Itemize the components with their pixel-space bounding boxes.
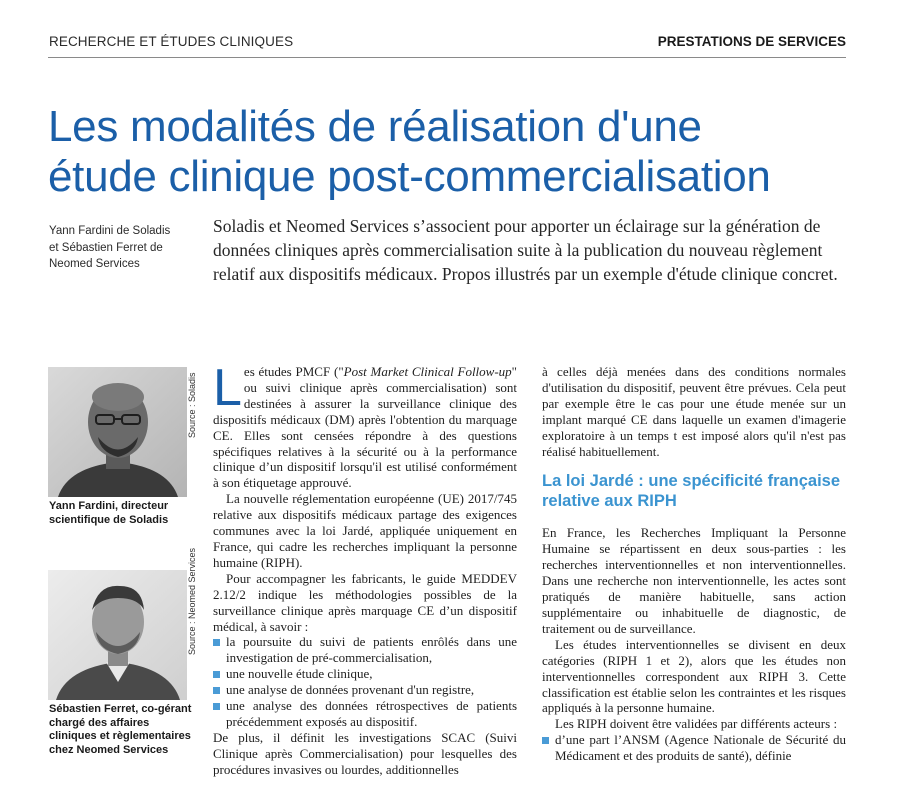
photo-caption: Sébastien Ferret, co-gérant chargé des affaires cliniques et règlementaires chez Neomed Services xyxy=(49,703,192,756)
portrait-image xyxy=(48,570,187,700)
list-item: une nouvelle étude clinique, xyxy=(213,666,517,682)
photo-credit: Source : Neomed Services xyxy=(187,547,197,655)
article-lead: Soladis et Neomed Services s’associent pour apporter un éclairage sur la génération de données cliniques après commercialisation suite à la publication du nouveau règlement relatif aux dispositifs médicaux. Propos illustrés par un exemple d'étude clinique concret. xyxy=(213,216,838,284)
paragraph: En France, les Recherches Impliquant la Personne Humaine se répartissent en deux sous-parties : les recherches interventionnelles et non interventionnelles. Dans une recherche non interventionnelle, les actes sont pratiqués de manière habituelle, sans action supplémentaire ou inhabituelle de diagnostic, de traitement ou de surveillance. xyxy=(542,525,846,636)
photo-credit: Source : Soladis xyxy=(187,372,197,438)
paragraph: Les RIPH doivent être validées par différents acteurs : xyxy=(555,716,838,732)
paragraph: à celles déjà menées dans des conditions normales d'utilisation du dispositif, peuvent être prévues. Cela peut par exemple être le cas pour une étude menée sur un implant marqué CE dans laquelle un examen d'imagerie exploratoire à un temps t est imposé alors qu'il n'est pas réalisé habituellement. xyxy=(542,364,846,459)
photo-caption: Yann Fardini, directeur scientifique de Soladis xyxy=(49,500,169,526)
paragraph: De plus, il définit les investigations SCAC (Suivi Clinique après Commercialisation) pour lesquelles des procédures invasives ou lourdes, additionnelles xyxy=(213,729,517,777)
author-line: Yann Fardini de Soladis xyxy=(49,225,171,237)
paragraph: Pour accompagner les fabricants, le guide MEDDEV 2.12/2 indique les méthodologies possibles de la surveillance clinique après marquage CE d’un dispositif médical, à savoir : xyxy=(213,570,517,634)
author-line: et Sébastien Ferret de xyxy=(49,241,163,254)
square-bullet-icon xyxy=(213,671,220,678)
author-line: Neomed Services xyxy=(49,258,140,270)
drop-cap: L xyxy=(213,359,242,417)
square-bullet-icon xyxy=(542,737,549,744)
paragraph: Les études PMCF ("Post Market Clinical Follow-up" ou suivi clinique après commercialisation) sont destinées à assurer la surveillance clinique des dispositifs médicaux (DM) après l'obtention du marquage CE. Elles sont censées répondre à des questions spécifiques relatives à la sécurité ou à la performance clinique d’un dispositif lorsqu'il est utilisé conformément à son étiquetage approuvé. xyxy=(213,359,517,491)
title-line-2: étude clinique post-commercialisation xyxy=(48,152,771,201)
body-column-1 xyxy=(213,359,517,778)
author-byline xyxy=(49,223,199,273)
author-photo-fardini xyxy=(48,367,187,497)
body-column-2 xyxy=(542,364,846,764)
category-rubric: PRESTATIONS DE SERVICES xyxy=(657,34,846,49)
square-bullet-icon xyxy=(213,639,220,646)
square-bullet-icon xyxy=(213,687,220,694)
author-photo-ferret xyxy=(48,570,187,700)
title-line-1: Les modalités de réalisation d'une xyxy=(48,102,702,151)
methodology-list xyxy=(213,634,517,729)
header-rule xyxy=(48,57,846,58)
paragraph: La nouvelle réglementation européenne (UE) 2017/745 relative aux dispositifs médicaux partage des exigences communes avec la loi Jardé, appliquée uniquement en France, qui cadre les recherches impliquant la personne humaine (RIPH). xyxy=(213,491,517,570)
article-title xyxy=(48,102,868,202)
list-item: une analyse des données rétrospectives de patients précédemment exposés au dispositif. xyxy=(213,698,517,730)
square-bullet-icon xyxy=(213,703,220,710)
paragraph: Les études interventionnelles se divisent en deux catégories (RIPH 1 et 2), alors que les études non interventionnelles correspondent aux RIPH 3. Cette classification est établie selon les contraintes et les risques appliqués à la personne humaine. xyxy=(542,636,846,716)
list-item: une analyse de données provenant d'un registre, xyxy=(213,682,517,698)
list-item: d’une part l’ANSM (Agence Nationale de Sécurité du Médicament et des produits de santé), définie xyxy=(542,732,846,764)
list-item: la poursuite du suivi de patients enrôlés dans une investigation de pré-commercialisation, xyxy=(213,634,517,666)
portrait-image xyxy=(48,367,187,497)
section-rubric: RECHERCHE ET ÉTUDES CLINIQUES xyxy=(49,34,294,49)
actors-list xyxy=(542,732,846,764)
section-subheading: La loi Jardé : une spécificité française relative aux RIPH xyxy=(542,472,841,511)
